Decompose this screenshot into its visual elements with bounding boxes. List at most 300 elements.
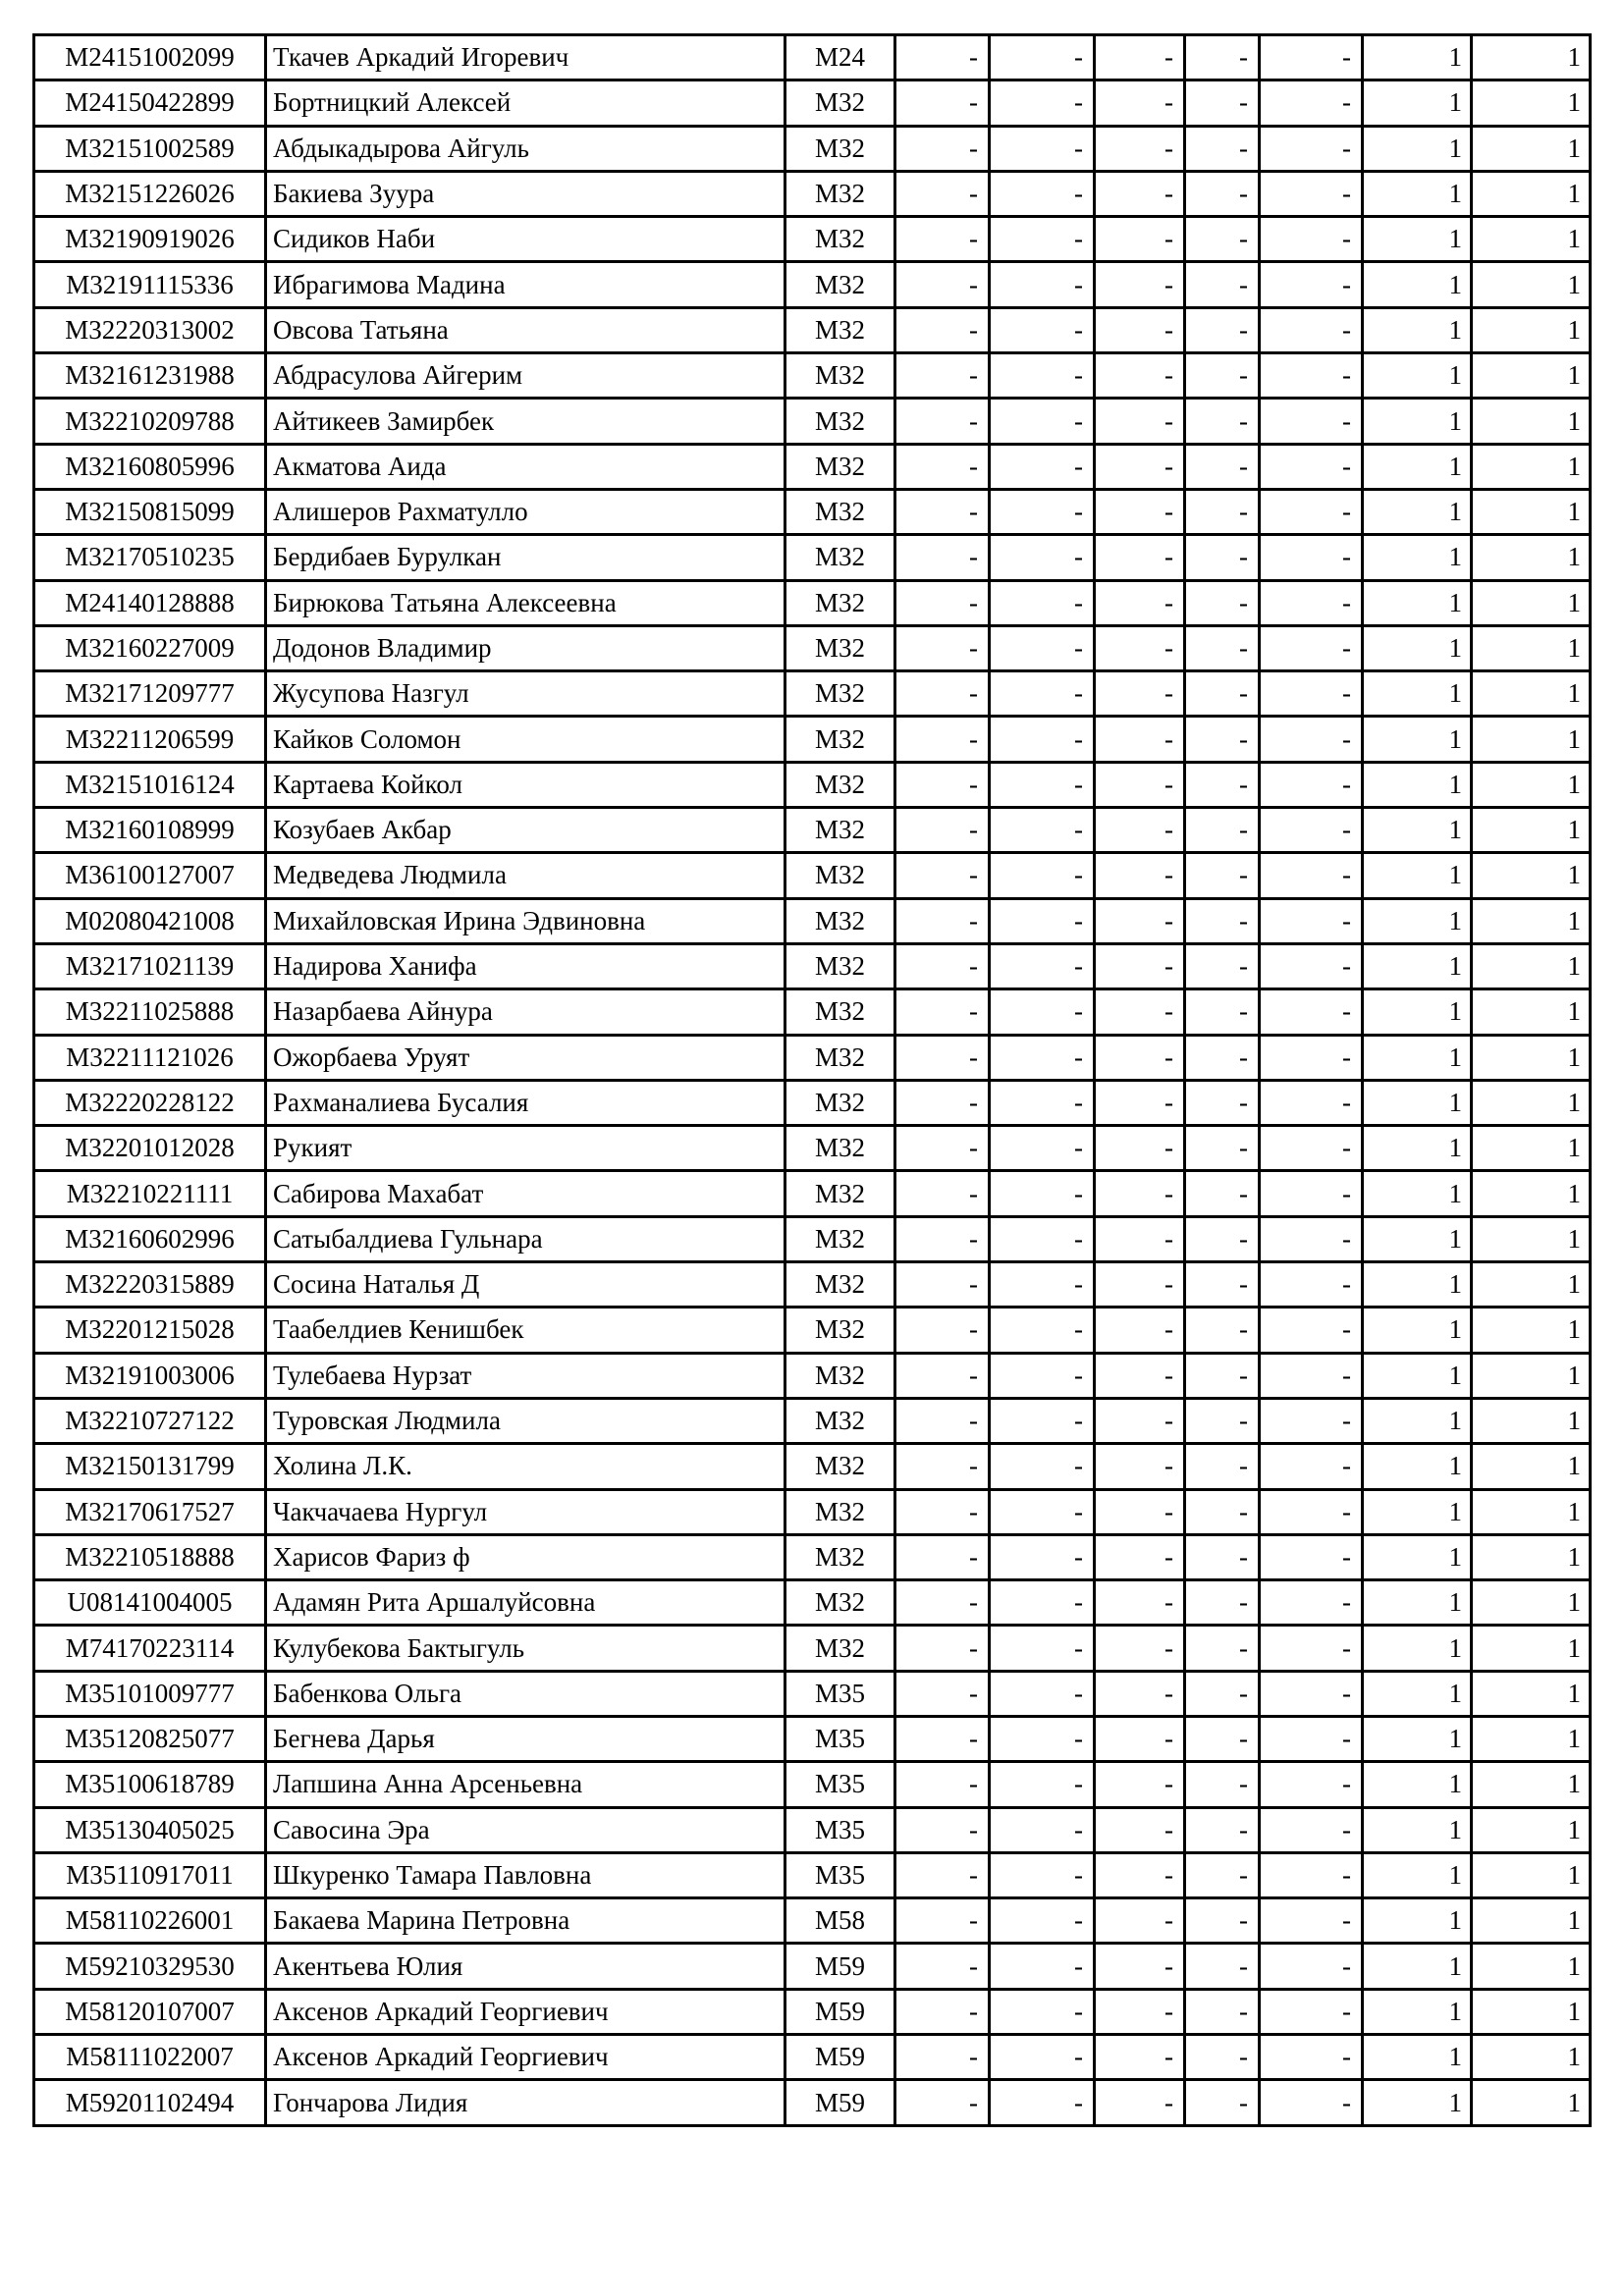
member-code-cell: M32160108999 (34, 808, 266, 853)
member-code-cell: M35110917011 (34, 1852, 266, 1897)
value-cell-4: - (1185, 943, 1260, 988)
member-name-cell: Акматова Аида (266, 444, 785, 489)
value-cell-2: - (990, 625, 1095, 670)
table-row (34, 943, 1591, 988)
count-cell-1: 1 (1363, 762, 1472, 807)
count-cell-1: 1 (1363, 580, 1472, 625)
value-cell-4: - (1185, 1262, 1260, 1308)
member-code-cell: M02080421008 (34, 898, 266, 943)
member-code-cell: M32210209788 (34, 399, 266, 444)
member-name-cell: Тулебаева Нурзат (266, 1353, 785, 1398)
value-cell-5: - (1260, 671, 1363, 717)
count-cell-2: 1 (1472, 671, 1591, 717)
value-cell-3: - (1095, 444, 1185, 489)
member-name-cell: Бабенкова Ольга (266, 1671, 785, 1716)
value-cell-5: - (1260, 625, 1363, 670)
value-cell-1: - (895, 217, 990, 262)
value-cell-2: - (990, 671, 1095, 717)
count-cell-1: 1 (1363, 1580, 1472, 1626)
count-cell-1: 1 (1363, 898, 1472, 943)
count-cell-1: 1 (1363, 1080, 1472, 1125)
count-cell-2: 1 (1472, 625, 1591, 670)
member-name-cell: Харисов Фариз ф (266, 1534, 785, 1579)
count-cell-1: 1 (1363, 1534, 1472, 1579)
value-cell-4: - (1185, 717, 1260, 762)
value-cell-3: - (1095, 625, 1185, 670)
table-row (34, 353, 1591, 399)
group-cell: M32 (785, 671, 895, 717)
members-table (32, 33, 1592, 2127)
value-cell-2: - (990, 35, 1095, 80)
count-cell-2: 1 (1472, 535, 1591, 580)
value-cell-5: - (1260, 1626, 1363, 1671)
value-cell-1: - (895, 580, 990, 625)
member-code-cell: M24140128888 (34, 580, 266, 625)
member-name-cell: Надирова Ханифа (266, 943, 785, 988)
value-cell-5: - (1260, 2080, 1363, 2125)
table-row (34, 1398, 1591, 1443)
value-cell-1: - (895, 717, 990, 762)
value-cell-3: - (1095, 2080, 1185, 2125)
value-cell-4: - (1185, 1671, 1260, 1716)
group-cell: M32 (785, 808, 895, 853)
member-code-cell: M32170617527 (34, 1489, 266, 1534)
value-cell-1: - (895, 1626, 990, 1671)
count-cell-2: 1 (1472, 1171, 1591, 1216)
value-cell-5: - (1260, 217, 1363, 262)
count-cell-1: 1 (1363, 1989, 1472, 2034)
member-code-cell: M35130405025 (34, 1807, 266, 1852)
value-cell-3: - (1095, 2035, 1185, 2080)
value-cell-5: - (1260, 1171, 1363, 1216)
value-cell-2: - (990, 1807, 1095, 1852)
table-row (34, 2035, 1591, 2080)
value-cell-2: - (990, 307, 1095, 352)
group-cell: M32 (785, 1626, 895, 1671)
value-cell-4: - (1185, 580, 1260, 625)
value-cell-1: - (895, 489, 990, 534)
count-cell-1: 1 (1363, 1444, 1472, 1489)
table-row (34, 535, 1591, 580)
value-cell-3: - (1095, 1852, 1185, 1897)
table-row (34, 489, 1591, 534)
member-name-cell: Бердибаев Бурулкан (266, 535, 785, 580)
value-cell-2: - (990, 808, 1095, 853)
value-cell-4: - (1185, 171, 1260, 216)
group-cell: M32 (785, 1262, 895, 1308)
member-code-cell: M32210221111 (34, 1171, 266, 1216)
member-code-cell: M32201215028 (34, 1308, 266, 1353)
value-cell-3: - (1095, 717, 1185, 762)
value-cell-3: - (1095, 1262, 1185, 1308)
value-cell-2: - (990, 853, 1095, 898)
member-code-cell: M32171209777 (34, 671, 266, 717)
table-body (34, 35, 1591, 2126)
count-cell-2: 1 (1472, 399, 1591, 444)
count-cell-2: 1 (1472, 1262, 1591, 1308)
member-code-cell: M32191115336 (34, 262, 266, 307)
value-cell-5: - (1260, 262, 1363, 307)
value-cell-1: - (895, 1898, 990, 1944)
group-cell: M32 (785, 217, 895, 262)
value-cell-2: - (990, 1898, 1095, 1944)
value-cell-3: - (1095, 671, 1185, 717)
value-cell-1: - (895, 989, 990, 1035)
value-cell-2: - (990, 1762, 1095, 1807)
value-cell-5: - (1260, 444, 1363, 489)
value-cell-3: - (1095, 1398, 1185, 1443)
count-cell-2: 1 (1472, 171, 1591, 216)
value-cell-4: - (1185, 1534, 1260, 1579)
value-cell-3: - (1095, 580, 1185, 625)
value-cell-5: - (1260, 1989, 1363, 2034)
group-cell: M32 (785, 489, 895, 534)
member-name-cell: Акентьева Юлия (266, 1944, 785, 1989)
member-code-cell: M35101009777 (34, 1671, 266, 1716)
value-cell-4: - (1185, 1716, 1260, 1761)
group-cell: M32 (785, 625, 895, 670)
count-cell-2: 1 (1472, 717, 1591, 762)
count-cell-2: 1 (1472, 580, 1591, 625)
count-cell-2: 1 (1472, 898, 1591, 943)
count-cell-1: 1 (1363, 171, 1472, 216)
value-cell-1: - (895, 307, 990, 352)
value-cell-1: - (895, 35, 990, 80)
count-cell-2: 1 (1472, 943, 1591, 988)
value-cell-2: - (990, 580, 1095, 625)
count-cell-1: 1 (1363, 80, 1472, 126)
group-cell: M32 (785, 444, 895, 489)
value-cell-5: - (1260, 1898, 1363, 1944)
count-cell-2: 1 (1472, 217, 1591, 262)
value-cell-3: - (1095, 1671, 1185, 1716)
table-row (34, 898, 1591, 943)
count-cell-2: 1 (1472, 1898, 1591, 1944)
member-name-cell: Сабирова Махабат (266, 1171, 785, 1216)
value-cell-1: - (895, 943, 990, 988)
count-cell-1: 1 (1363, 717, 1472, 762)
value-cell-3: - (1095, 989, 1185, 1035)
value-cell-3: - (1095, 1762, 1185, 1807)
count-cell-2: 1 (1472, 1444, 1591, 1489)
value-cell-3: - (1095, 1807, 1185, 1852)
value-cell-4: - (1185, 1807, 1260, 1852)
member-code-cell: M32211025888 (34, 989, 266, 1035)
member-code-cell: M32160805996 (34, 444, 266, 489)
value-cell-2: - (990, 1444, 1095, 1489)
value-cell-2: - (990, 762, 1095, 807)
value-cell-1: - (895, 2035, 990, 2080)
value-cell-4: - (1185, 217, 1260, 262)
table-row (34, 1262, 1591, 1308)
value-cell-1: - (895, 1762, 990, 1807)
member-code-cell: M32160227009 (34, 625, 266, 670)
member-code-cell: M58111022007 (34, 2035, 266, 2080)
member-code-cell: M32210518888 (34, 1534, 266, 1579)
value-cell-5: - (1260, 1308, 1363, 1353)
member-code-cell: M58120107007 (34, 1989, 266, 2034)
value-cell-5: - (1260, 762, 1363, 807)
value-cell-5: - (1260, 1489, 1363, 1534)
value-cell-3: - (1095, 1716, 1185, 1761)
value-cell-2: - (990, 2080, 1095, 2125)
value-cell-1: - (895, 80, 990, 126)
table-row (34, 399, 1591, 444)
table-row (34, 80, 1591, 126)
table-row (34, 1671, 1591, 1716)
value-cell-4: - (1185, 1898, 1260, 1944)
member-name-cell: Жусупова Назгул (266, 671, 785, 717)
member-code-cell: M24150422899 (34, 80, 266, 126)
value-cell-5: - (1260, 1126, 1363, 1171)
value-cell-5: - (1260, 1080, 1363, 1125)
value-cell-3: - (1095, 943, 1185, 988)
value-cell-3: - (1095, 1489, 1185, 1534)
value-cell-1: - (895, 1126, 990, 1171)
table-row (34, 1216, 1591, 1261)
member-code-cell: M32151226026 (34, 171, 266, 216)
count-cell-2: 1 (1472, 1489, 1591, 1534)
member-code-cell: M74170223114 (34, 1626, 266, 1671)
group-cell: M32 (785, 1216, 895, 1261)
count-cell-1: 1 (1363, 535, 1472, 580)
value-cell-1: - (895, 1080, 990, 1125)
value-cell-4: - (1185, 1489, 1260, 1534)
member-name-cell: Рахманалиева Бусалия (266, 1080, 785, 1125)
group-cell: M32 (785, 1035, 895, 1080)
value-cell-2: - (990, 1671, 1095, 1716)
value-cell-3: - (1095, 1080, 1185, 1125)
count-cell-1: 1 (1363, 307, 1472, 352)
member-code-cell: M32190919026 (34, 217, 266, 262)
group-cell: M32 (785, 1398, 895, 1443)
table-row (34, 1171, 1591, 1216)
value-cell-3: - (1095, 126, 1185, 171)
value-cell-5: - (1260, 489, 1363, 534)
value-cell-5: - (1260, 580, 1363, 625)
count-cell-2: 1 (1472, 1534, 1591, 1579)
count-cell-1: 1 (1363, 853, 1472, 898)
value-cell-1: - (895, 1398, 990, 1443)
table-row (34, 307, 1591, 352)
group-cell: M35 (785, 1671, 895, 1716)
value-cell-4: - (1185, 1353, 1260, 1398)
table-row (34, 1716, 1591, 1761)
group-cell: M32 (785, 535, 895, 580)
member-name-cell: Назарбаева Айнура (266, 989, 785, 1035)
value-cell-1: - (895, 1444, 990, 1489)
group-cell: M32 (785, 1534, 895, 1579)
value-cell-3: - (1095, 1126, 1185, 1171)
count-cell-2: 1 (1472, 1126, 1591, 1171)
count-cell-1: 1 (1363, 1626, 1472, 1671)
value-cell-5: - (1260, 1762, 1363, 1807)
value-cell-1: - (895, 1852, 990, 1897)
value-cell-4: - (1185, 35, 1260, 80)
value-cell-2: - (990, 171, 1095, 216)
value-cell-2: - (990, 1398, 1095, 1443)
value-cell-5: - (1260, 35, 1363, 80)
value-cell-3: - (1095, 1898, 1185, 1944)
group-cell: M32 (785, 399, 895, 444)
value-cell-1: - (895, 1035, 990, 1080)
value-cell-2: - (990, 1262, 1095, 1308)
group-cell: M35 (785, 1807, 895, 1852)
value-cell-5: - (1260, 1671, 1363, 1716)
count-cell-2: 1 (1472, 1716, 1591, 1761)
value-cell-1: - (895, 1216, 990, 1261)
value-cell-2: - (990, 1308, 1095, 1353)
group-cell: M32 (785, 307, 895, 352)
value-cell-4: - (1185, 1171, 1260, 1216)
value-cell-5: - (1260, 717, 1363, 762)
value-cell-3: - (1095, 80, 1185, 126)
value-cell-4: - (1185, 353, 1260, 399)
group-cell: M32 (785, 762, 895, 807)
member-code-cell: M32161231988 (34, 353, 266, 399)
count-cell-2: 1 (1472, 1580, 1591, 1626)
member-code-cell: M32220313002 (34, 307, 266, 352)
value-cell-2: - (990, 80, 1095, 126)
count-cell-2: 1 (1472, 762, 1591, 807)
value-cell-2: - (990, 1489, 1095, 1534)
member-name-cell: Таабелдиев Кенишбек (266, 1308, 785, 1353)
count-cell-1: 1 (1363, 126, 1472, 171)
count-cell-1: 1 (1363, 1398, 1472, 1443)
value-cell-2: - (990, 1353, 1095, 1398)
value-cell-2: - (990, 1626, 1095, 1671)
member-name-cell: Бортницкий Алексей (266, 80, 785, 126)
value-cell-4: - (1185, 2035, 1260, 2080)
count-cell-2: 1 (1472, 1944, 1591, 1989)
group-cell: M32 (785, 1126, 895, 1171)
value-cell-1: - (895, 1171, 990, 1216)
value-cell-3: - (1095, 217, 1185, 262)
member-name-cell: Сосина Наталья Д (266, 1262, 785, 1308)
value-cell-1: - (895, 1944, 990, 1989)
member-code-cell: M58110226001 (34, 1898, 266, 1944)
table-row (34, 1762, 1591, 1807)
member-name-cell: Сидиков Наби (266, 217, 785, 262)
member-name-cell: Аксенов Аркадий Георгиевич (266, 2035, 785, 2080)
count-cell-2: 1 (1472, 1080, 1591, 1125)
count-cell-1: 1 (1363, 1126, 1472, 1171)
value-cell-1: - (895, 126, 990, 171)
group-cell: M32 (785, 1489, 895, 1534)
count-cell-1: 1 (1363, 2080, 1472, 2125)
count-cell-2: 1 (1472, 1308, 1591, 1353)
group-cell: M32 (785, 1444, 895, 1489)
value-cell-2: - (990, 444, 1095, 489)
value-cell-2: - (990, 717, 1095, 762)
table-row (34, 35, 1591, 80)
value-cell-1: - (895, 1262, 990, 1308)
count-cell-2: 1 (1472, 808, 1591, 853)
group-cell: M32 (785, 171, 895, 216)
member-name-cell: Алишеров Рахматулло (266, 489, 785, 534)
value-cell-2: - (990, 943, 1095, 988)
value-cell-5: - (1260, 1035, 1363, 1080)
value-cell-5: - (1260, 1444, 1363, 1489)
group-cell: M59 (785, 1944, 895, 1989)
value-cell-3: - (1095, 489, 1185, 534)
value-cell-3: - (1095, 1308, 1185, 1353)
table-row (34, 717, 1591, 762)
count-cell-2: 1 (1472, 262, 1591, 307)
member-name-cell: Адамян Рита Аршалуйсовна (266, 1580, 785, 1626)
table-row (34, 1126, 1591, 1171)
value-cell-3: - (1095, 1534, 1185, 1579)
count-cell-2: 1 (1472, 989, 1591, 1035)
table-row (34, 1035, 1591, 1080)
count-cell-1: 1 (1363, 399, 1472, 444)
member-code-cell: M36100127007 (34, 853, 266, 898)
member-name-cell: Овсова Татьяна (266, 307, 785, 352)
count-cell-2: 1 (1472, 2035, 1591, 2080)
table-row (34, 1534, 1591, 1579)
value-cell-3: - (1095, 1035, 1185, 1080)
member-code-cell: M35120825077 (34, 1716, 266, 1761)
member-code-cell: M32170510235 (34, 535, 266, 580)
member-name-cell: Лапшина Анна Арсеньевна (266, 1762, 785, 1807)
value-cell-5: - (1260, 1534, 1363, 1579)
count-cell-1: 1 (1363, 1762, 1472, 1807)
group-cell: M59 (785, 1989, 895, 2034)
value-cell-4: - (1185, 671, 1260, 717)
table-row (34, 1489, 1591, 1534)
value-cell-5: - (1260, 898, 1363, 943)
value-cell-5: - (1260, 1944, 1363, 1989)
table-row (34, 444, 1591, 489)
count-cell-1: 1 (1363, 1898, 1472, 1944)
group-cell: M32 (785, 126, 895, 171)
count-cell-1: 1 (1363, 1216, 1472, 1261)
count-cell-2: 1 (1472, 489, 1591, 534)
value-cell-2: - (990, 262, 1095, 307)
group-cell: M59 (785, 2080, 895, 2125)
value-cell-2: - (990, 489, 1095, 534)
count-cell-1: 1 (1363, 989, 1472, 1035)
member-name-cell: Бирюкова Татьяна Алексеевна (266, 580, 785, 625)
value-cell-5: - (1260, 126, 1363, 171)
member-code-cell: M32150815099 (34, 489, 266, 534)
group-cell: M35 (785, 1716, 895, 1761)
value-cell-4: - (1185, 853, 1260, 898)
group-cell: M32 (785, 353, 895, 399)
count-cell-1: 1 (1363, 1944, 1472, 1989)
member-name-cell: Рукият (266, 1126, 785, 1171)
member-name-cell: Картаева Койкол (266, 762, 785, 807)
table-row (34, 262, 1591, 307)
count-cell-2: 1 (1472, 1762, 1591, 1807)
value-cell-1: - (895, 625, 990, 670)
value-cell-3: - (1095, 1989, 1185, 2034)
value-cell-3: - (1095, 262, 1185, 307)
table-row (34, 853, 1591, 898)
count-cell-2: 1 (1472, 1852, 1591, 1897)
value-cell-4: - (1185, 80, 1260, 126)
table-row (34, 126, 1591, 171)
count-cell-1: 1 (1363, 2035, 1472, 2080)
table-row (34, 1080, 1591, 1125)
count-cell-1: 1 (1363, 262, 1472, 307)
count-cell-2: 1 (1472, 444, 1591, 489)
member-name-cell: Кайков Соломон (266, 717, 785, 762)
value-cell-3: - (1095, 1944, 1185, 1989)
value-cell-1: - (895, 2080, 990, 2125)
value-cell-4: - (1185, 535, 1260, 580)
value-cell-5: - (1260, 171, 1363, 216)
